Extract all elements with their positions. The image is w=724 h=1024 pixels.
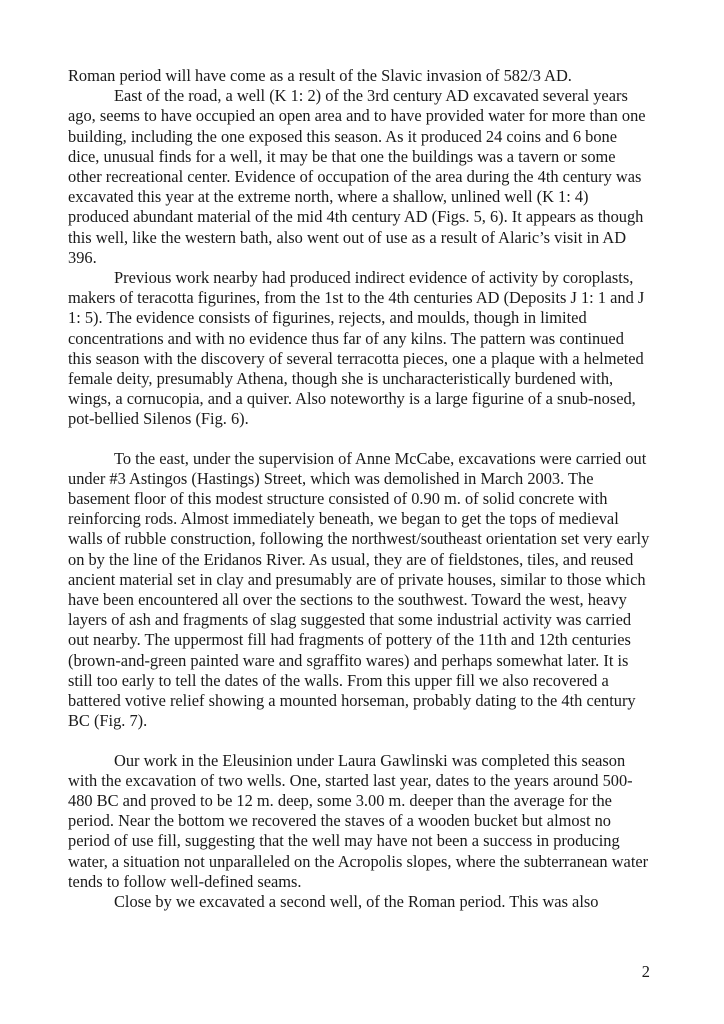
page-number: 2 — [641, 962, 650, 981]
body-text — [68, 66, 650, 912]
paragraph: Roman period will have come as a result of the Slavic invasion of 582/3 AD. — [68, 66, 572, 85]
paragraph: East of the road, a well (K 1: 2) of the 3rd century AD excavated several years ago, seems to have occupied an open area and to have provided water for more than one building, including the one exposed this season. As it produced 24 coins and 6 bone dice, unusual finds for a well, it may be that one the buildings was a tavern or some other recreational center. Evidence of occupation of the area during the 4th century was excavated this year at the extreme north, where a shallow, unlined well (K 1: 4) produced abundant material of the mid 4th century AD (Figs. 5, 6). It appears as though this well, like the western bath, also went out of use as a result of Alaric’s visit in AD 396. — [68, 86, 646, 267]
paragraph: Close by we excavated a second well, of the Roman period. This was also — [114, 891, 599, 911]
paragraph: To the east, under the supervision of Anne McCabe, excavations were carried out under #3 Astingos (Hastings) Street, which was demolished in March 2003. The basement floor of this modest structure consisted of 0.90 m. of solid concrete with reinforcing rods. Almost immediately beneath, we began to get the tops of medieval walls of rubble construction, following the northwest/southeast orientation set very early on by the line of the Eridanos River. As usual, they are of fieldstones, tiles, and reused ancient material set in clay and presumably are of private houses, similar to those which have been encountered all over the sections to the southwest. Toward the west, heavy layers of ash and fragments of slag suggested that some industrial activity was carried out nearby. The uppermost fill had fragments of pottery of the 11th and 12th centuries (brown-and-green painted ware and sgraffito wares) and perhaps somewhat later. It is still too early to tell the dates of the walls. From this upper fill we also recovered a battered votive relief showing a mounted horseman, probably dating to the 4th century BC (Fig. 7). — [68, 448, 650, 731]
paragraph: Our work in the Eleusinion under Laura Gawlinski was completed this season with the excavation of two wells. One, started last year, dates to the years around 500-480 BC and proved to be 12 m. deep, some 3.00 m. deeper than the average for the period. Near the bottom we recovered the staves of a wooden bucket but almost no period of use fill, suggesting that the well may have not been a success in producing water, a situation not unparalleled on the Acropolis slopes, where the subterranean water tends to follow well-defined seams. — [68, 750, 649, 891]
paragraph: Previous work nearby had produced indirect evidence of activity by coroplasts, makers of teracotta figurines, from the 1st to the 4th centuries AD (Deposits J 1: 1 and J 1: 5). The evidence consists of figurines, rejects, and moulds, though in limited concentrations and with no evidence thus far of any kilns. The pattern was continued this season with the discovery of several terracotta pieces, one a plaque with a helmeted female deity, presumably Athena, though she is uncharacteristically burdened with, wings, a cornucopia, and a quiver. Also noteworthy is a large figurine of a snub-nosed, pot-bellied Silenos (Fig. 6). — [68, 268, 645, 429]
